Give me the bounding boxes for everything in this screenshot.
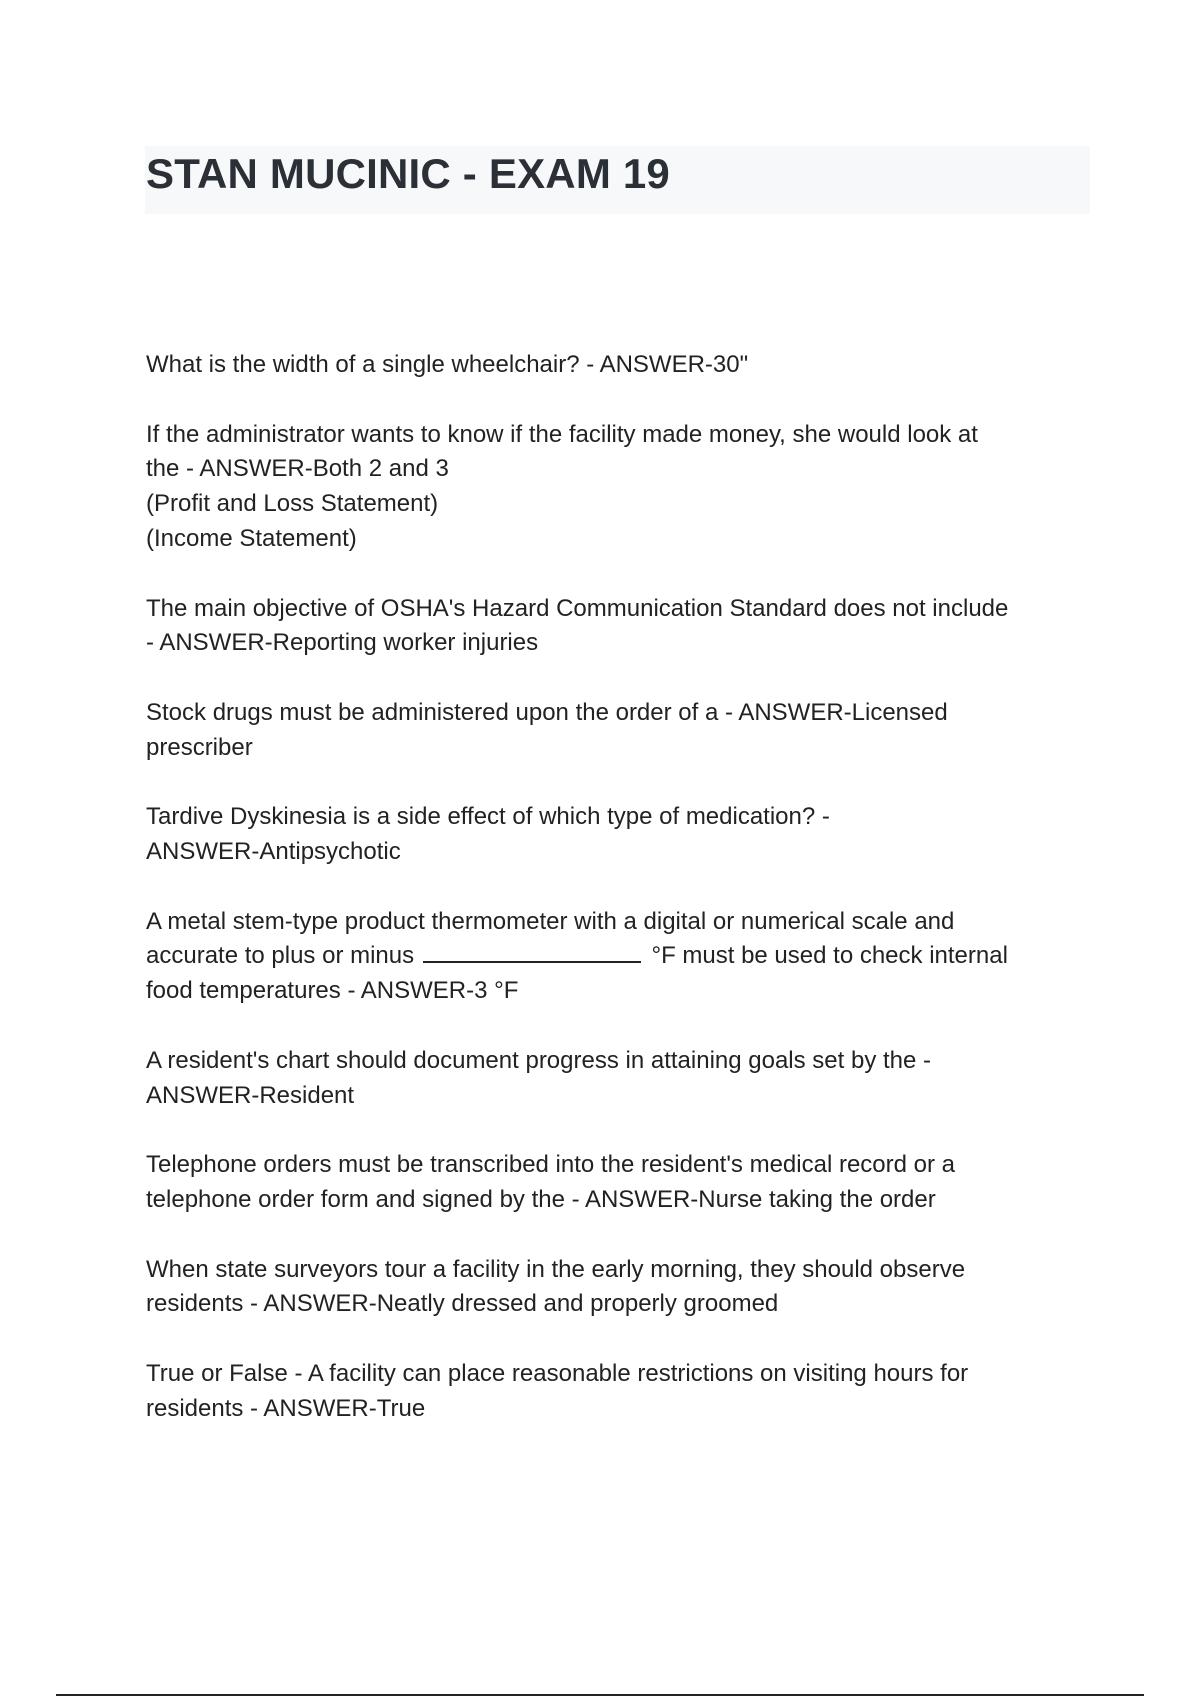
question-item-7: A resident's chart should document progress in attaining goals set by the - ANSWER-Resident (146, 1046, 932, 1109)
question-6-text-before-blank: A metal stem-type product thermometer with a digital or numerical scale and accurate to plus or minus (146, 907, 955, 970)
question-item-9: When state surveyors tour a facility in the early morning, they should observe residents - ANSWER-Neatly dressed and properly groomed (146, 1255, 966, 1318)
question-item-5: Tardive Dyskinesia is a side effect of which type of medication? - ANSWER-Antipsychotic (146, 803, 830, 866)
question-item-4: Stock drugs must be administered upon the order of a - ANSWER-Licensed prescriber (146, 698, 948, 761)
page-title: STAN MUCINIC - EXAM 19 (146, 150, 670, 197)
question-item-6 (146, 905, 1096, 1009)
question-item-3: The main objective of OSHA's Hazard Communication Standard does not include - ANSWER-Reporting worker injuries (146, 594, 1009, 657)
footer-divider (56, 1694, 1144, 1696)
question-item-8: Telephone orders must be transcribed into the resident's medical record or a telephone order form and signed by the - ANSWER-Nurse taking the order (146, 1151, 956, 1213)
question-item-2: If the administrator wants to know if the facility made money, she would look at the - ANSWER-Both 2 and 3 (Profit and Loss Statement) (Income Statement) (146, 420, 978, 552)
fill-in-blank-line (423, 939, 641, 963)
question-item-10: True or False - A facility can place reasonable restrictions on visiting hours for residents - ANSWER-True (146, 1360, 969, 1422)
question-list (146, 348, 1096, 1461)
question-6-text-after-blank: °F must be used to check internal food temperatures - ANSWER-3 °F (146, 942, 1008, 1005)
question-item-1: What is the width of a single wheelchair? - ANSWER-30" (146, 351, 749, 378)
